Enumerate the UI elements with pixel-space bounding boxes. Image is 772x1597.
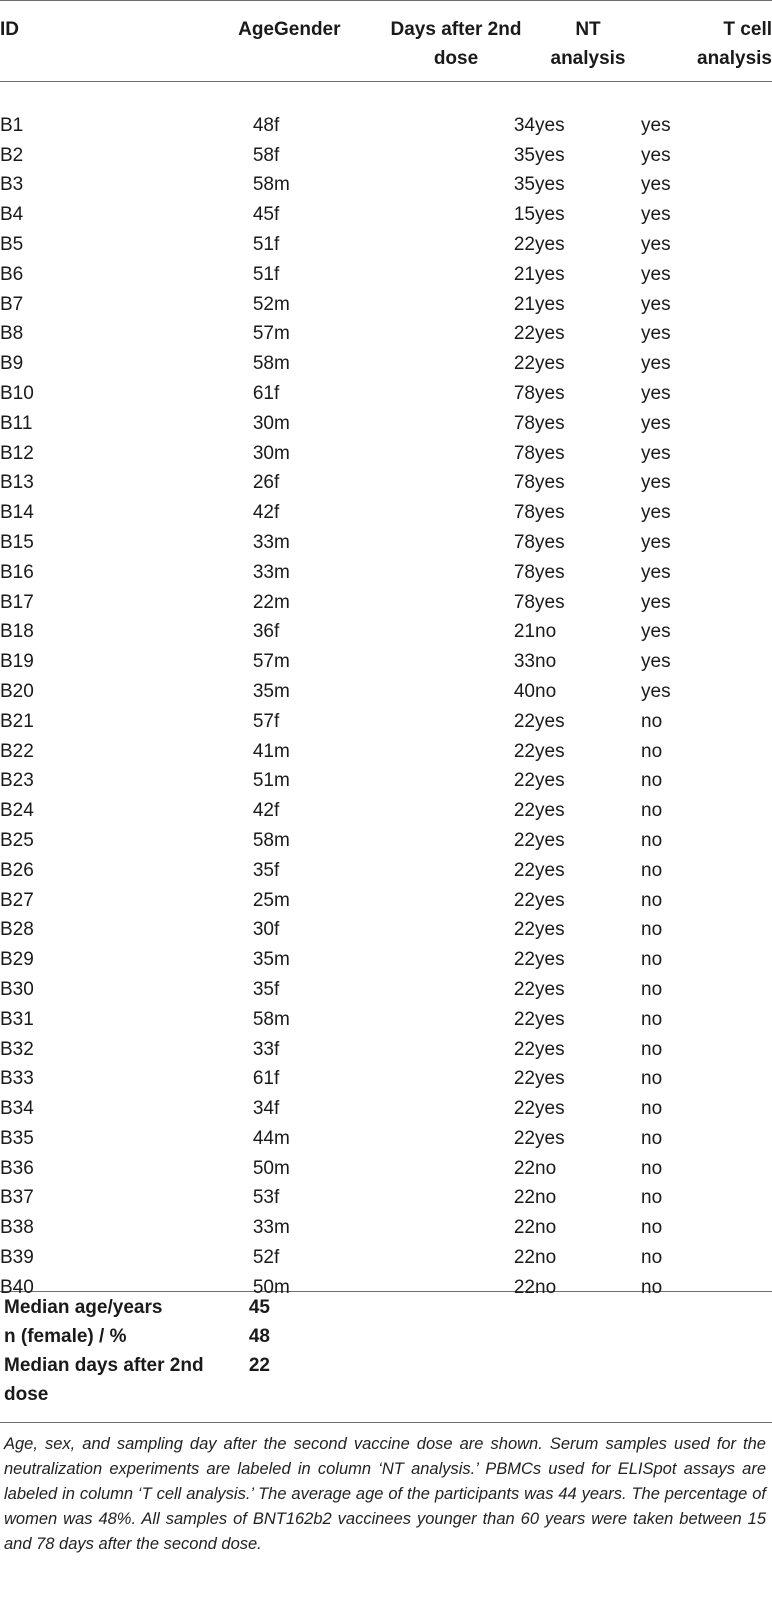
cell-tcell-analysis: yes xyxy=(641,263,671,285)
cell-days: 78 xyxy=(513,382,535,404)
col-header-days: Days after 2nd dose xyxy=(390,19,522,69)
cell-nt-analysis: yes xyxy=(535,800,565,822)
cell-id: B37 xyxy=(0,1187,34,1209)
cell-age: 58 xyxy=(252,174,274,196)
cell-nt-analysis: yes xyxy=(535,472,565,494)
cell-id: B10 xyxy=(0,382,34,404)
cell-nt-analysis: yes xyxy=(535,263,565,285)
table-row xyxy=(0,1213,772,1243)
cell-days: 78 xyxy=(513,531,535,553)
cell-gender: f xyxy=(274,859,280,881)
summary-row xyxy=(0,1293,772,1322)
cell-gender: f xyxy=(274,472,280,494)
cell-age: 26 xyxy=(252,472,274,494)
cell-days: 15 xyxy=(513,204,535,226)
cell-gender: f xyxy=(274,233,280,255)
cell-id: B14 xyxy=(0,502,34,524)
cell-gender: m xyxy=(274,651,290,673)
cell-tcell-analysis: yes xyxy=(641,114,671,136)
cell-age: 52 xyxy=(252,293,274,315)
cell-tcell-analysis: no xyxy=(641,1187,663,1209)
cell-nt-analysis: no xyxy=(535,1276,557,1298)
cell-tcell-analysis: yes xyxy=(641,472,671,494)
cell-days: 22 xyxy=(513,800,535,822)
cell-id: B25 xyxy=(0,829,34,851)
table-row xyxy=(0,617,772,647)
cell-id: B3 xyxy=(0,174,24,196)
cell-nt-analysis: yes xyxy=(535,829,565,851)
cell-id: B18 xyxy=(0,621,34,643)
cell-nt-analysis: yes xyxy=(535,204,565,226)
cell-tcell-analysis: no xyxy=(641,1157,663,1179)
cell-days: 22 xyxy=(513,978,535,1000)
cell-nt-analysis: yes xyxy=(535,889,565,911)
cell-nt-analysis: yes xyxy=(535,591,565,613)
cell-age: 33 xyxy=(252,1217,274,1239)
cell-tcell-analysis: yes xyxy=(641,591,671,613)
col-header-nt: NT analysis xyxy=(550,19,626,69)
summary-value: 45 xyxy=(248,1297,270,1318)
cell-id: B29 xyxy=(0,949,34,971)
cell-days: 22 xyxy=(513,323,535,345)
cell-days: 22 xyxy=(513,1098,535,1120)
cell-id: B2 xyxy=(0,144,24,166)
cell-days: 22 xyxy=(513,1008,535,1030)
table-row xyxy=(0,260,772,290)
cell-nt-analysis: yes xyxy=(535,1038,565,1060)
cell-nt-analysis: yes xyxy=(535,382,565,404)
cell-gender: m xyxy=(274,1157,290,1179)
table-row xyxy=(0,558,772,588)
summary-label: Median age/years xyxy=(4,1297,163,1318)
cell-tcell-analysis: no xyxy=(641,1247,663,1269)
cell-age: 33 xyxy=(252,1038,274,1060)
table-row xyxy=(0,290,772,320)
cell-tcell-analysis: no xyxy=(641,949,663,971)
cell-tcell-analysis: no xyxy=(641,770,663,792)
cell-nt-analysis: yes xyxy=(535,978,565,1000)
cell-days: 22 xyxy=(513,859,535,881)
cell-days: 21 xyxy=(513,263,535,285)
cell-nt-analysis: no xyxy=(535,680,557,702)
spacer-row xyxy=(0,81,772,111)
cell-id: B34 xyxy=(0,1098,34,1120)
cell-days: 78 xyxy=(513,442,535,464)
cell-age: 44 xyxy=(252,1127,274,1149)
cell-days: 35 xyxy=(513,174,535,196)
table-row xyxy=(0,439,772,469)
table-row xyxy=(0,1154,772,1184)
cell-nt-analysis: yes xyxy=(535,412,565,434)
summary-row xyxy=(0,1351,772,1409)
cell-gender: m xyxy=(274,949,290,971)
cell-tcell-analysis: yes xyxy=(641,621,671,643)
cell-age: 58 xyxy=(252,353,274,375)
cell-tcell-analysis: no xyxy=(641,710,663,732)
cell-nt-analysis: no xyxy=(535,621,557,643)
cell-age: 30 xyxy=(252,919,274,941)
cell-id: B36 xyxy=(0,1157,34,1179)
cell-days: 22 xyxy=(513,1276,535,1298)
summary-table xyxy=(0,1293,772,1409)
cell-days: 22 xyxy=(513,829,535,851)
cell-nt-analysis: yes xyxy=(535,770,565,792)
cell-id: B21 xyxy=(0,710,34,732)
table-row xyxy=(0,826,772,856)
cell-age: 61 xyxy=(252,1068,274,1090)
cell-days: 22 xyxy=(513,1068,535,1090)
cell-days: 40 xyxy=(513,680,535,702)
cell-days: 22 xyxy=(513,233,535,255)
cell-age: 42 xyxy=(252,502,274,524)
cell-tcell-analysis: no xyxy=(641,1068,663,1090)
cell-tcell-analysis: no xyxy=(641,889,663,911)
cell-id: B24 xyxy=(0,800,34,822)
cell-gender: m xyxy=(274,531,290,553)
cell-gender: m xyxy=(274,829,290,851)
cell-age: 57 xyxy=(252,323,274,345)
cell-gender: m xyxy=(274,323,290,345)
cell-days: 22 xyxy=(513,1038,535,1060)
cell-days: 78 xyxy=(513,502,535,524)
cell-id: B23 xyxy=(0,770,34,792)
cell-age: 34 xyxy=(252,1098,274,1120)
cell-days: 78 xyxy=(513,591,535,613)
cell-gender: m xyxy=(274,1276,290,1298)
cell-tcell-analysis: yes xyxy=(641,442,671,464)
cell-id: B27 xyxy=(0,889,34,911)
table-row xyxy=(0,737,772,767)
cell-gender: m xyxy=(274,1127,290,1149)
cell-nt-analysis: yes xyxy=(535,233,565,255)
cell-nt-analysis: yes xyxy=(535,144,565,166)
cell-id: B17 xyxy=(0,591,34,613)
cell-gender: f xyxy=(274,978,280,1000)
cell-age: 22 xyxy=(252,591,274,613)
cell-gender: f xyxy=(274,263,280,285)
cell-id: B15 xyxy=(0,531,34,553)
table-row xyxy=(0,349,772,379)
cell-id: B35 xyxy=(0,1127,34,1149)
table-row xyxy=(0,915,772,945)
col-header-gender: Gender xyxy=(274,19,341,40)
cell-age: 35 xyxy=(252,949,274,971)
cell-gender: f xyxy=(274,1098,280,1120)
cell-tcell-analysis: no xyxy=(641,978,663,1000)
cell-tcell-analysis: no xyxy=(641,800,663,822)
table-row xyxy=(0,200,772,230)
table-row xyxy=(0,886,772,916)
cell-days: 78 xyxy=(513,472,535,494)
cell-gender: m xyxy=(274,174,290,196)
table-row xyxy=(0,111,772,141)
cell-nt-analysis: no xyxy=(535,1187,557,1209)
cell-tcell-analysis: yes xyxy=(641,323,671,345)
cell-age: 57 xyxy=(252,651,274,673)
cell-nt-analysis: yes xyxy=(535,561,565,583)
cell-age: 35 xyxy=(252,978,274,1000)
cell-age: 51 xyxy=(252,233,274,255)
cell-id: B8 xyxy=(0,323,24,345)
cell-days: 33 xyxy=(513,651,535,673)
cell-nt-analysis: yes xyxy=(535,293,565,315)
cell-id: B20 xyxy=(0,680,34,702)
cell-tcell-analysis: no xyxy=(641,740,663,762)
cell-age: 51 xyxy=(252,263,274,285)
table-row xyxy=(0,528,772,558)
cell-gender: m xyxy=(274,561,290,583)
cell-tcell-analysis: no xyxy=(641,829,663,851)
cell-tcell-analysis: yes xyxy=(641,233,671,255)
cell-gender: f xyxy=(274,919,280,941)
cell-gender: m xyxy=(274,591,290,613)
cell-nt-analysis: yes xyxy=(535,919,565,941)
cell-gender: f xyxy=(274,1187,280,1209)
cell-nt-analysis: yes xyxy=(535,114,565,136)
table-row xyxy=(0,230,772,260)
cell-nt-analysis: yes xyxy=(535,1068,565,1090)
cell-tcell-analysis: no xyxy=(641,1038,663,1060)
cell-id: B1 xyxy=(0,114,24,136)
cell-id: B33 xyxy=(0,1068,34,1090)
cell-gender: f xyxy=(274,1247,280,1269)
cell-days: 34 xyxy=(513,114,535,136)
cell-tcell-analysis: no xyxy=(641,1127,663,1149)
cell-age: 50 xyxy=(252,1157,274,1179)
cell-days: 21 xyxy=(513,621,535,643)
cell-days: 22 xyxy=(513,710,535,732)
cell-age: 48 xyxy=(252,114,274,136)
table-row xyxy=(0,498,772,528)
cell-id: B26 xyxy=(0,859,34,881)
cell-age: 53 xyxy=(252,1187,274,1209)
cell-age: 58 xyxy=(252,144,274,166)
cell-gender: m xyxy=(274,442,290,464)
cell-nt-analysis: yes xyxy=(535,949,565,971)
cell-days: 35 xyxy=(513,144,535,166)
table-row xyxy=(0,1124,772,1154)
cell-age: 61 xyxy=(252,382,274,404)
cell-gender: f xyxy=(274,114,280,136)
table-row xyxy=(0,1183,772,1213)
cell-tcell-analysis: no xyxy=(641,859,663,881)
cell-nt-analysis: no xyxy=(535,1247,557,1269)
cell-days: 22 xyxy=(513,1187,535,1209)
cell-days: 22 xyxy=(513,1127,535,1149)
cell-tcell-analysis: yes xyxy=(641,144,671,166)
cell-gender: m xyxy=(274,740,290,762)
cell-age: 36 xyxy=(252,621,274,643)
cell-gender: m xyxy=(274,770,290,792)
cell-age: 33 xyxy=(252,531,274,553)
cell-id: B4 xyxy=(0,204,24,226)
cell-age: 30 xyxy=(252,442,274,464)
table-row xyxy=(0,647,772,677)
cell-tcell-analysis: yes xyxy=(641,382,671,404)
cell-days: 22 xyxy=(513,1247,535,1269)
col-header-id: ID xyxy=(0,19,19,40)
cell-nt-analysis: no xyxy=(535,1217,557,1239)
table-row xyxy=(0,468,772,498)
cell-days: 22 xyxy=(513,740,535,762)
cell-gender: f xyxy=(274,204,280,226)
cell-nt-analysis: yes xyxy=(535,1098,565,1120)
table-row xyxy=(0,707,772,737)
cell-id: B28 xyxy=(0,919,34,941)
cell-tcell-analysis: no xyxy=(641,919,663,941)
cell-age: 41 xyxy=(252,740,274,762)
cell-tcell-analysis: no xyxy=(641,1008,663,1030)
cell-tcell-analysis: no xyxy=(641,1217,663,1239)
table-row xyxy=(0,141,772,171)
cell-id: B32 xyxy=(0,1038,34,1060)
cell-tcell-analysis: yes xyxy=(641,412,671,434)
cell-nt-analysis: yes xyxy=(535,531,565,553)
cell-days: 22 xyxy=(513,889,535,911)
cell-nt-analysis: yes xyxy=(535,1008,565,1030)
cell-gender: m xyxy=(274,293,290,315)
cell-id: B19 xyxy=(0,651,34,673)
cell-nt-analysis: yes xyxy=(535,859,565,881)
cell-nt-analysis: yes xyxy=(535,353,565,375)
cell-days: 22 xyxy=(513,770,535,792)
cell-nt-analysis: yes xyxy=(535,710,565,732)
cell-age: 50 xyxy=(252,1276,274,1298)
cell-age: 35 xyxy=(252,859,274,881)
cell-nt-analysis: yes xyxy=(535,174,565,196)
cell-tcell-analysis: yes xyxy=(641,680,671,702)
cell-nt-analysis: yes xyxy=(535,1127,565,1149)
table-row xyxy=(0,677,772,707)
cell-id: B5 xyxy=(0,233,24,255)
cell-gender: m xyxy=(274,1217,290,1239)
cell-tcell-analysis: yes xyxy=(641,293,671,315)
summary-label: Median days after 2nd dose xyxy=(4,1355,204,1405)
table-row xyxy=(0,796,772,826)
cell-age: 30 xyxy=(252,412,274,434)
cell-tcell-analysis: yes xyxy=(641,353,671,375)
cell-days: 78 xyxy=(513,412,535,434)
cell-age: 33 xyxy=(252,561,274,583)
caption-rule xyxy=(0,1422,772,1423)
cell-tcell-analysis: yes xyxy=(641,561,671,583)
cell-age: 58 xyxy=(252,829,274,851)
cell-tcell-analysis: yes xyxy=(641,174,671,196)
cell-nt-analysis: yes xyxy=(535,442,565,464)
cell-gender: m xyxy=(274,1008,290,1030)
cell-nt-analysis: yes xyxy=(535,323,565,345)
cell-gender: m xyxy=(274,680,290,702)
table-row xyxy=(0,409,772,439)
cell-gender: m xyxy=(274,353,290,375)
cell-gender: f xyxy=(274,1038,280,1060)
cell-id: B12 xyxy=(0,442,34,464)
cell-age: 42 xyxy=(252,800,274,822)
table-row xyxy=(0,1094,772,1124)
col-header-tcell: T cell analysis xyxy=(697,19,772,69)
cell-id: B13 xyxy=(0,472,34,494)
cell-tcell-analysis: no xyxy=(641,1276,663,1298)
cell-nt-analysis: yes xyxy=(535,740,565,762)
table-row xyxy=(0,319,772,349)
cell-age: 35 xyxy=(252,680,274,702)
cell-days: 22 xyxy=(513,1157,535,1179)
cell-tcell-analysis: yes xyxy=(641,531,671,553)
cell-age: 25 xyxy=(252,889,274,911)
cell-tcell-analysis: no xyxy=(641,1098,663,1120)
cell-tcell-analysis: yes xyxy=(641,204,671,226)
cell-days: 22 xyxy=(513,919,535,941)
cell-days: 22 xyxy=(513,1217,535,1239)
cell-gender: f xyxy=(274,621,280,643)
cell-gender: f xyxy=(274,382,280,404)
cell-tcell-analysis: yes xyxy=(641,651,671,673)
cell-id: B7 xyxy=(0,293,24,315)
cell-days: 78 xyxy=(513,561,535,583)
cell-nt-analysis: no xyxy=(535,651,557,673)
table-row xyxy=(0,1064,772,1094)
cell-tcell-analysis: yes xyxy=(641,502,671,524)
table-row xyxy=(0,1005,772,1035)
table-row xyxy=(0,379,772,409)
summary-label: n (female) / % xyxy=(4,1326,127,1347)
cell-id: B22 xyxy=(0,740,34,762)
table-row xyxy=(0,975,772,1005)
cell-id: B40 xyxy=(0,1276,34,1298)
table-row xyxy=(0,170,772,200)
cell-age: 52 xyxy=(252,1247,274,1269)
cell-age: 45 xyxy=(252,204,274,226)
col-header-age: Age xyxy=(238,19,274,40)
cell-gender: f xyxy=(274,800,280,822)
table-caption: Age, sex, and sampling day after the second vaccine dose are shown. Serum samples used for the neutralization experiments are labeled in column ‘NT analysis.’ PBMCs used for ELISpot assays are labeled in column ‘T cell analysis.’ The average age of the participants was 44 years. The percentage of women was 48%. All samples of BNT162b2 vaccinees younger than 60 years were taken between 15 and 78 days after the second dose. xyxy=(4,1435,766,1553)
cell-id: B39 xyxy=(0,1247,34,1269)
cell-age: 57 xyxy=(252,710,274,732)
table-row xyxy=(0,856,772,886)
cell-id: B31 xyxy=(0,1008,34,1030)
cell-id: B6 xyxy=(0,263,24,285)
cell-id: B16 xyxy=(0,561,34,583)
table-row xyxy=(0,1243,772,1273)
table-row xyxy=(0,945,772,975)
cell-nt-analysis: yes xyxy=(535,502,565,524)
cell-gender: m xyxy=(274,412,290,434)
cell-days: 22 xyxy=(513,353,535,375)
cell-id: B11 xyxy=(0,412,33,434)
cell-nt-analysis: no xyxy=(535,1157,557,1179)
cell-age: 51 xyxy=(252,770,274,792)
cell-days: 21 xyxy=(513,293,535,315)
table-row xyxy=(0,1035,772,1065)
cell-id: B9 xyxy=(0,353,24,375)
header-row xyxy=(0,0,772,81)
cell-gender: f xyxy=(274,502,280,524)
cell-gender: f xyxy=(274,144,280,166)
cell-days: 22 xyxy=(513,949,535,971)
cell-id: B38 xyxy=(0,1217,34,1239)
cell-age: 58 xyxy=(252,1008,274,1030)
table-row xyxy=(0,766,772,796)
cell-gender: m xyxy=(274,889,290,911)
summary-value: 22 xyxy=(248,1355,270,1376)
table-row xyxy=(0,588,772,618)
cell-id: B30 xyxy=(0,978,34,1000)
cell-gender: f xyxy=(274,710,280,732)
summary-row xyxy=(0,1322,772,1351)
summary-value: 48 xyxy=(248,1326,270,1347)
cell-gender: f xyxy=(274,1068,280,1090)
